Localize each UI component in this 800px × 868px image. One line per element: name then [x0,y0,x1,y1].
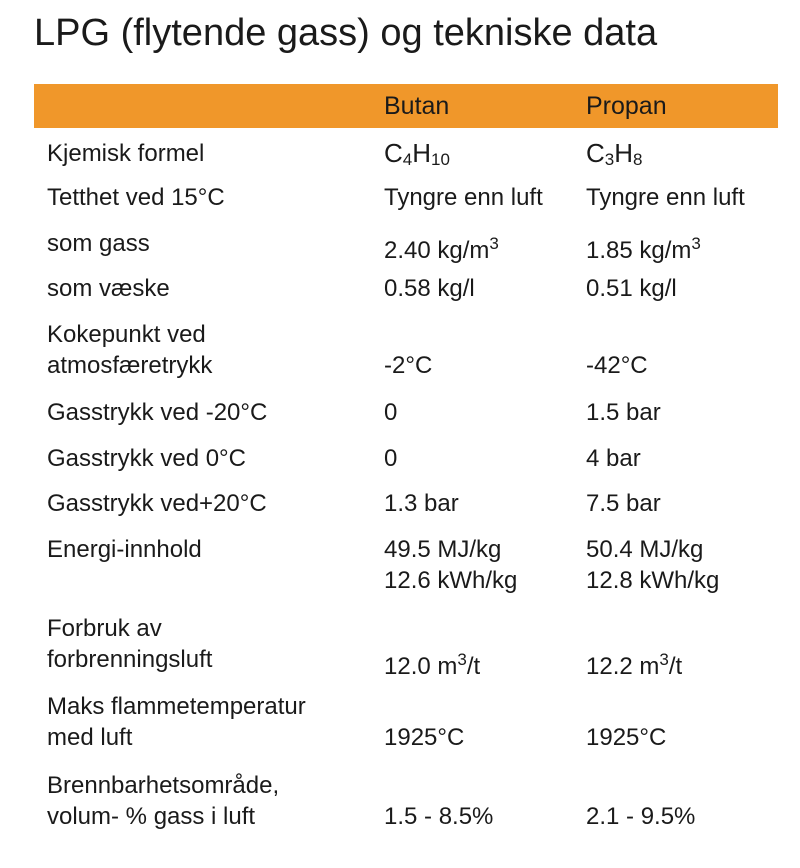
butan-value: 1925°C [384,724,465,751]
butan-value: -2°C [384,352,433,379]
row-label: Gasstrykk ved+20°C [47,490,267,517]
propan-value: 0.51 kg/l [586,275,677,302]
propan-value: 1925°C [586,724,667,751]
row-label: Gasstrykk ved 0°C [47,445,246,472]
butan-value: 0 [384,445,398,472]
row-label: Brennbarhetsområde, volum- % gass i luft [47,772,280,830]
butan-value: 2.40 $kg/m^3$ [384,234,499,264]
butan-value: 1.3 bar [384,490,459,517]
propan-value: -42°C [586,352,648,379]
butan-value: 49.5 MJ/kg 12.6 kWh/kg [384,536,518,594]
butan-formula: $C_4H_{10}$ [384,138,450,169]
butan-value: 12.0 $m^3/t$ [384,650,481,680]
butan-value: 0 [384,399,398,426]
propan-value: 1.5 bar [586,399,661,426]
row-label: som gass [47,230,150,257]
row-label: Energi-innhold [47,536,202,563]
propan-value: 7.5 bar [586,490,661,517]
table-header [34,84,778,128]
propan-value: 1.85 $kg/m^3$ [586,234,701,264]
propan-formula: $C_3H_8$ [586,138,643,169]
row-label: Tetthet ved 15°C [47,184,225,211]
page-title: LPG (flytende gass) og tekniske data [34,12,658,54]
row-label: Kokepunkt ved atmosfæretrykk [47,321,213,379]
propan-value: Tyngre enn luft [586,184,745,211]
propan-value: 12.2 $m^3/t$ [586,650,683,680]
propan-value: 2.1 - 9.5% [586,803,696,830]
row-label: Gasstrykk ved -20°C [47,399,268,426]
propan-value: 50.4 MJ/kg 12.8 kWh/kg [586,536,720,594]
column-header-butan: Butan [384,92,450,120]
row-label: Kjemisk formel [47,140,205,167]
butan-value: 1.5 - 8.5% [384,803,494,830]
row-label: som væske [47,275,170,302]
butan-value: 0.58 kg/l [384,275,475,302]
column-header-propan: Propan [586,92,667,120]
row-label: Maks flammetemperatur med luft [47,693,306,751]
row-label: Forbruk av forbrenningsluft [47,615,213,673]
propan-value: 4 bar [586,445,641,472]
butan-value: Tyngre enn luft [384,184,543,211]
